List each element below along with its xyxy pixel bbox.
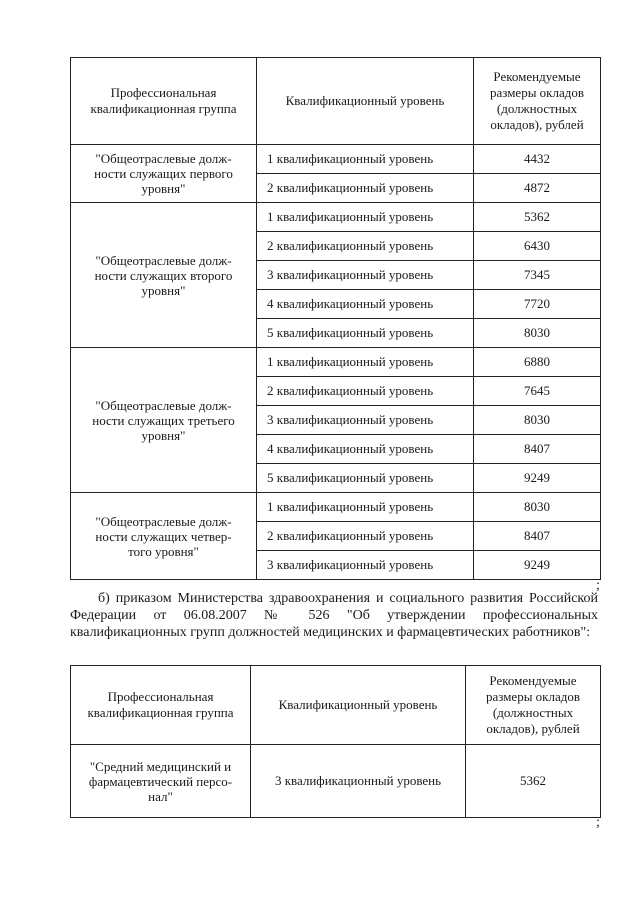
group-cell: "Средний медицинский и фармацевтический персо- нал": [71, 745, 251, 818]
salary-table-general: [70, 57, 601, 580]
header-level: Квалификационный уровень: [251, 666, 466, 745]
table-row: [71, 348, 601, 377]
salary-cell: 6430: [474, 232, 601, 261]
level-cell: 2 квалификационный уровень: [257, 174, 474, 203]
table-row: [71, 203, 601, 232]
salary-cell: 7720: [474, 290, 601, 319]
salary-cell: 7645: [474, 377, 601, 406]
salary-cell: 8407: [474, 522, 601, 551]
salary-cell: 5362: [466, 745, 601, 818]
salary-cell: 8030: [474, 406, 601, 435]
salary-cell: 7345: [474, 261, 601, 290]
salary-cell: 8030: [474, 319, 601, 348]
salary-cell: 9249: [474, 551, 601, 580]
group-cell: "Общеотраслевые долж- ности служащих первого уровня": [71, 145, 257, 203]
level-cell: 2 квалификационный уровень: [257, 232, 474, 261]
level-cell: 3 квалификационный уровень: [257, 261, 474, 290]
header-level: Квалификационный уровень: [257, 58, 474, 145]
salary-cell: 8030: [474, 493, 601, 522]
level-cell: 1 квалификационный уровень: [257, 348, 474, 377]
table-row: [71, 745, 601, 818]
level-cell: 5 квалификационный уровень: [257, 464, 474, 493]
semicolon: ;: [596, 578, 600, 593]
salary-cell: 4432: [474, 145, 601, 174]
table-body: [71, 145, 601, 580]
header-salary: Рекомендуемые размеры окладов (должностных окладов), рублей: [466, 666, 601, 745]
table-header-row: [71, 58, 601, 145]
group-cell: "Общеотраслевые долж- ности служащих второго уровня": [71, 203, 257, 348]
group-cell: "Общеотраслевые долж- ности служащих четвер- того уровня": [71, 493, 257, 580]
level-cell: 1 квалификационный уровень: [257, 203, 474, 232]
level-cell: 5 квалификационный уровень: [257, 319, 474, 348]
level-cell: 1 квалификационный уровень: [257, 493, 474, 522]
salary-cell: 4872: [474, 174, 601, 203]
salary-cell: 6880: [474, 348, 601, 377]
level-cell: 2 квалификационный уровень: [257, 522, 474, 551]
level-cell: 2 квалификационный уровень: [257, 377, 474, 406]
order-paragraph: б) приказом Министерства здравоохранения и социального развития Российской Федерации от 06.08.2007 № 526 "Об утверждении профессиональных квалификационных групп должностей медицинских и фармацевтических работников":: [70, 591, 598, 640]
level-cell: 1 квалификационный уровень: [257, 145, 474, 174]
header-group: Профессиональная квалификационная группа: [71, 58, 257, 145]
salary-cell: 8407: [474, 435, 601, 464]
table-row: [71, 493, 601, 522]
level-cell: 4 квалификационный уровень: [257, 435, 474, 464]
level-cell: 3 квалификационный уровень: [251, 745, 466, 818]
salary-cell: 9249: [474, 464, 601, 493]
salary-table-medical: [70, 665, 601, 818]
level-cell: 4 квалификационный уровень: [257, 290, 474, 319]
table-header-row: [71, 666, 601, 745]
semicolon-2: ;: [596, 815, 600, 830]
group-cell: "Общеотраслевые долж- ности служащих третьего уровня": [71, 348, 257, 493]
salary-cell: 5362: [474, 203, 601, 232]
level-cell: 3 квалификационный уровень: [257, 551, 474, 580]
header-group: Профессиональная квалификационная группа: [71, 666, 251, 745]
header-salary: Рекомендуемые размеры окладов (должностных окладов), рублей: [474, 58, 601, 145]
table-row: [71, 145, 601, 174]
level-cell: 3 квалификационный уровень: [257, 406, 474, 435]
